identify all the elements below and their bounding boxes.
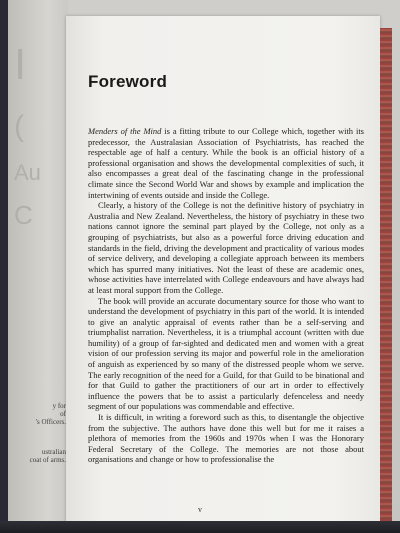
- facing-page: [0, 0, 68, 533]
- paragraph-text: is a fitting tribute to our College which, together with its predecessor, the Australasian Association of Psychiatrists, has reached the respectable age of half a century. While the book is an official history of a professional organisation and shows the developmental complexities of such, it also encompasses a great deal of the fascinating change in the professional climate since the Second World War and shows by example and implication the intertwining of events outside and inside the College.: [88, 126, 364, 200]
- facing-page-text-fragment: coat of arms.: [29, 456, 66, 464]
- book-cover-bottom: [0, 521, 400, 533]
- facing-page-text-fragment: of: [60, 410, 66, 418]
- paragraph: Clearly, a history of the College is not the definitive history of psychiatry in Australia and New Zealand. Nevertheless, the history of psychiatry in these two nations cannot ignore the seminal part played by the College, not only as a grouping of psychiatrists, but also as a powerful force driving education and standards in the field, driving the development and practicality of various modes of service delivery, and developing a collegiate approach between its members which has spurred many initiatives. Not the least of these are academic ones, whose activities have interrelated with College endeavours and have always had at least moral support from the College.: [88, 200, 364, 295]
- show-through-letter: I: [14, 40, 27, 89]
- show-through-letter: Au: [14, 160, 41, 185]
- show-through-letter: (: [14, 110, 24, 143]
- paragraph: [88, 126, 364, 200]
- show-through-letter: C: [14, 200, 33, 230]
- foreword-body: [88, 126, 364, 465]
- facing-page-text-fragment: 's Officers.: [35, 418, 66, 426]
- paragraph: It is difficult, in writing a foreword such as this, to disentangle the objective from the subjective. The authors have done this well but for me it raises a plethora of memories from the 1960s and 1970s when I was the Honorary Federal Secretary of the College. The memories are not those about organisations and change or how to professionalise the: [88, 412, 364, 465]
- page-stack-edge: [380, 28, 392, 533]
- facing-page-text-fragment: ustralian: [41, 448, 66, 456]
- facing-page-text-fragment: y for: [52, 402, 66, 410]
- page-number: v: [198, 505, 202, 514]
- paragraph: The book will provide an accurate documentary source for those who want to understand the development of psychiatry in this part of the world. It is intended to give an analytic appraisal of events rather than be a self-serving and triumphalist narration. Nevertheless, it is a triumphal account (written with due humility) of a group of far-sighted and dedicated men and women with a great vision of our profession serving its major and powerful role in the amelioration of anguish as experienced by so many of the distressed people whom we serve. The early recognition of the need for a Guild, for that Guild to be binational and for that Guild to gather the practitioners of our art in order to effectively influence the powers that be to assist a particularly defenceless and needy segment of our populations was commendable and effective.: [88, 295, 364, 412]
- page-title: Foreword: [88, 72, 168, 91]
- book-title: Menders of the Mind: [88, 126, 162, 136]
